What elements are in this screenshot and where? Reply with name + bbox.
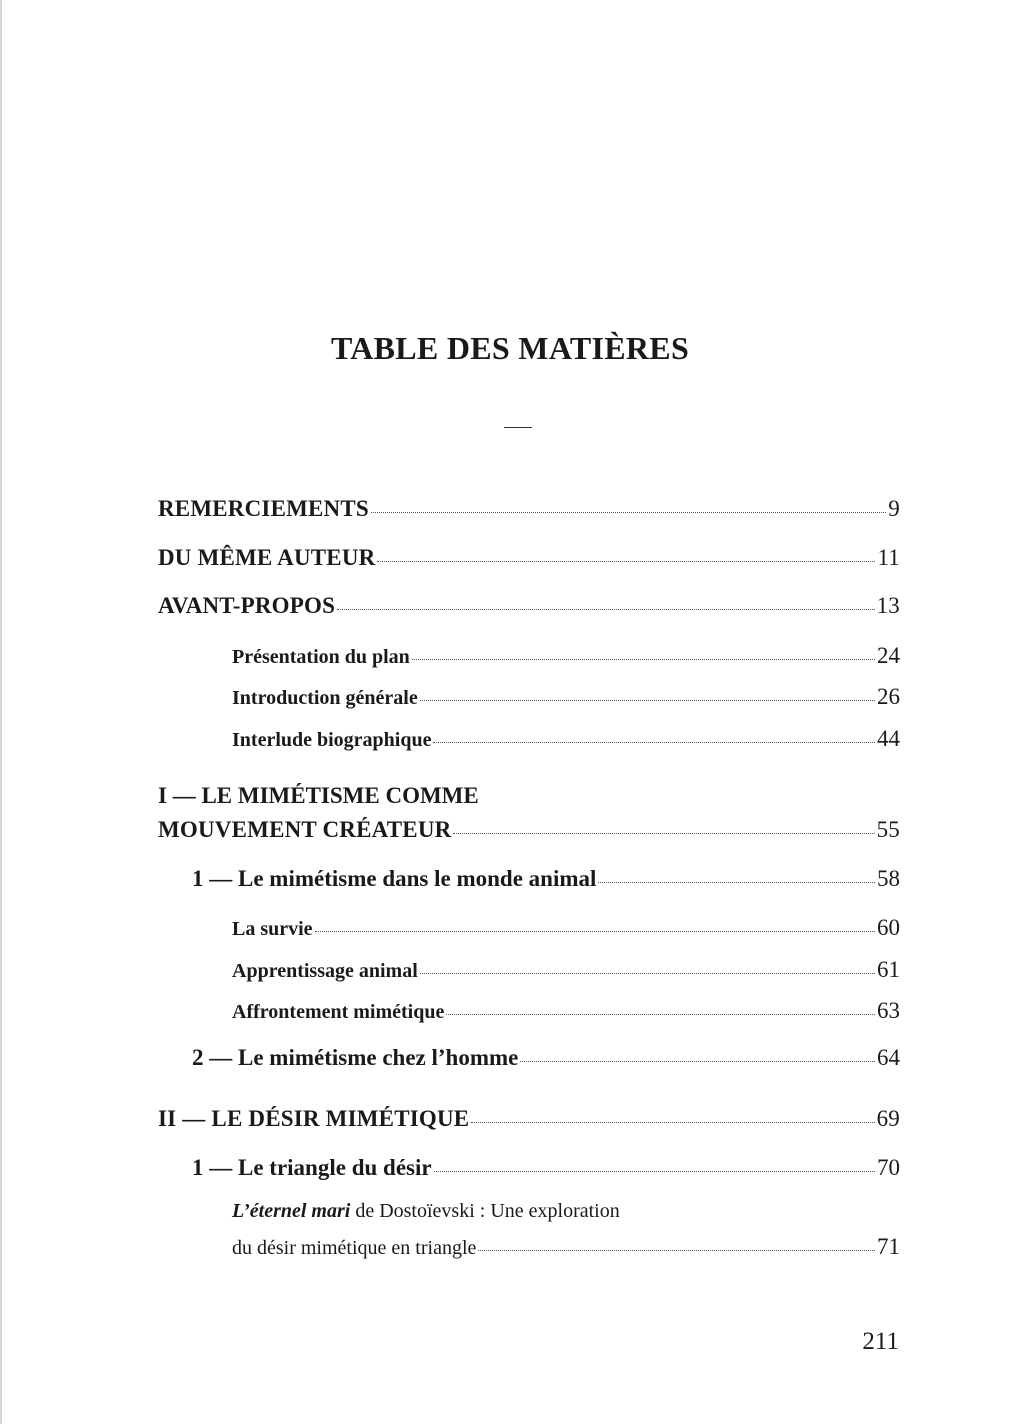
dot-leader <box>412 659 875 660</box>
toc-page-number: 61 <box>877 957 900 982</box>
dot-leader <box>377 561 875 562</box>
toc-entry-label: du désir mimétique en triangle <box>232 1237 477 1259</box>
dot-leader <box>520 1061 875 1062</box>
dot-leader <box>478 1250 875 1251</box>
toc-page-number: 44 <box>877 726 900 751</box>
toc-entry-label: 2 — Le mimétisme chez l’homme <box>192 1045 519 1070</box>
toc-entry-label: REMERCIEMENTS <box>158 496 369 521</box>
toc-entry-label-line1-rest: de Dostoïevski : Une exploration <box>350 1200 620 1222</box>
dot-leader <box>446 1014 875 1015</box>
toc-entry-label: MOUVEMENT CRÉATEUR <box>158 817 452 842</box>
toc-entry[interactable] <box>158 817 900 843</box>
toc-entry[interactable] <box>158 1106 900 1132</box>
toc-page-number: 71 <box>877 1234 900 1259</box>
dot-leader <box>433 742 875 743</box>
toc-page-number: 63 <box>877 998 900 1023</box>
toc-entry-label: AVANT-PROPOS <box>158 593 336 618</box>
toc-entry[interactable] <box>232 915 900 941</box>
dot-leader <box>315 931 875 932</box>
dot-leader <box>420 973 875 974</box>
toc-entry[interactable] <box>232 998 900 1024</box>
toc-page-number: 64 <box>877 1045 900 1070</box>
toc-page-number: 13 <box>876 593 900 618</box>
dot-leader <box>453 833 874 834</box>
toc-entry[interactable] <box>192 1045 900 1071</box>
toc-entry-label: Apprentissage animal <box>232 960 418 982</box>
toc-entry[interactable] <box>158 496 900 522</box>
toc-entry-label-line1 <box>232 1200 620 1223</box>
dot-leader <box>598 882 875 883</box>
toc-page-number: 70 <box>877 1155 900 1180</box>
toc-page-number: 11 <box>877 545 900 570</box>
toc-page-number: 69 <box>876 1106 900 1131</box>
page-title: TABLE DES MATIÈRES <box>330 330 690 366</box>
toc-page-number: 55 <box>876 817 900 842</box>
toc-entry-label: Interlude biographique <box>232 729 432 751</box>
toc-page-number: 26 <box>877 684 900 709</box>
book-title-italic: L’éternel mari <box>232 1200 351 1222</box>
folio-page-number: 211 <box>862 1328 899 1355</box>
toc-entry[interactable] <box>232 643 900 669</box>
toc-entry-label: DU MÊME AUTEUR <box>158 545 376 570</box>
toc-entry-label-line1: I — LE MIMÉTISME COMME <box>158 783 479 808</box>
toc-entry[interactable] <box>232 726 900 752</box>
toc-page-number: 60 <box>877 915 900 940</box>
toc-entry[interactable] <box>232 684 900 710</box>
dot-leader <box>337 609 875 610</box>
toc-entry-label: La survie <box>232 918 313 940</box>
dot-leader <box>471 1122 874 1123</box>
toc-entry-label: 1 — Le triangle du désir <box>192 1155 432 1180</box>
toc-entry-label: II — LE DÉSIR MIMÉTIQUE <box>158 1106 470 1131</box>
toc-entry-label: Introduction générale <box>232 687 418 709</box>
toc-page-number: 24 <box>877 643 900 668</box>
toc-entry[interactable] <box>192 866 900 892</box>
dot-leader <box>434 1171 875 1172</box>
dot-leader <box>420 700 875 701</box>
toc-entry[interactable] <box>232 957 900 983</box>
dot-leader <box>371 512 886 513</box>
toc-entry[interactable] <box>158 545 900 571</box>
toc-entry-label: Présentation du plan <box>232 646 410 668</box>
toc-entry[interactable] <box>158 593 900 619</box>
toc-entry-label: Affrontement mimétique <box>232 1001 445 1023</box>
toc-entry[interactable] <box>232 1234 900 1260</box>
toc-entry-label: 1 — Le mimétisme dans le monde animal <box>192 866 597 891</box>
toc-entry[interactable] <box>192 1155 900 1181</box>
toc-page-number: 9 <box>888 496 900 521</box>
toc-page-number: 58 <box>877 866 900 891</box>
